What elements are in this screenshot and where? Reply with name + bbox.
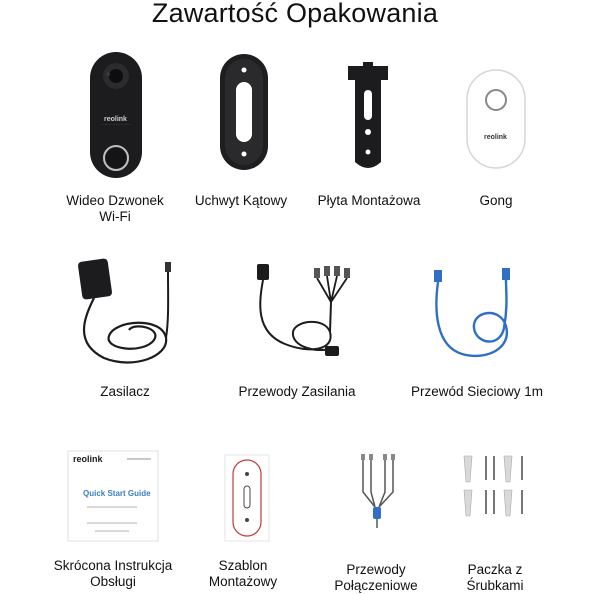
screw-pack-icon xyxy=(460,452,528,522)
angle-mount-icon xyxy=(214,52,274,172)
item-label: Szablon Montażowy xyxy=(208,558,278,589)
mounting-plate-icon xyxy=(343,62,393,174)
video-doorbell-icon xyxy=(86,50,146,180)
guide-title: Quick Start Guide xyxy=(83,489,151,498)
item-label: Przewody Zasilania xyxy=(238,384,356,399)
item-label: Gong xyxy=(479,193,513,208)
item-label: Uchwyt Kątowy xyxy=(194,193,288,208)
item-label: Paczka z Śrubkami xyxy=(466,562,524,593)
connection-wires-icon xyxy=(355,452,401,532)
doorbell-brand: reolink xyxy=(104,116,127,123)
power-adapter-icon xyxy=(74,258,174,368)
network-cable-icon xyxy=(432,266,514,362)
item-label: Przewody Połączeniowe xyxy=(334,562,418,593)
page-title: Zawartość Opakowania xyxy=(151,0,439,28)
guide-brand: reolink xyxy=(73,454,103,464)
item-label: Zasilacz xyxy=(100,384,150,399)
chime-brand: reolink xyxy=(484,134,507,141)
mounting-template-icon xyxy=(224,454,270,542)
item-label: Wideo Dzwonek Wi-Fi xyxy=(66,193,164,224)
item-label: Skrócona Instrukcja Obsługi xyxy=(53,558,173,589)
chime-icon xyxy=(465,68,527,170)
item-label: Przewód Sieciowy 1m xyxy=(410,384,544,399)
item-label: Płyta Montażowa xyxy=(317,193,421,208)
power-cables-icon xyxy=(255,262,355,362)
